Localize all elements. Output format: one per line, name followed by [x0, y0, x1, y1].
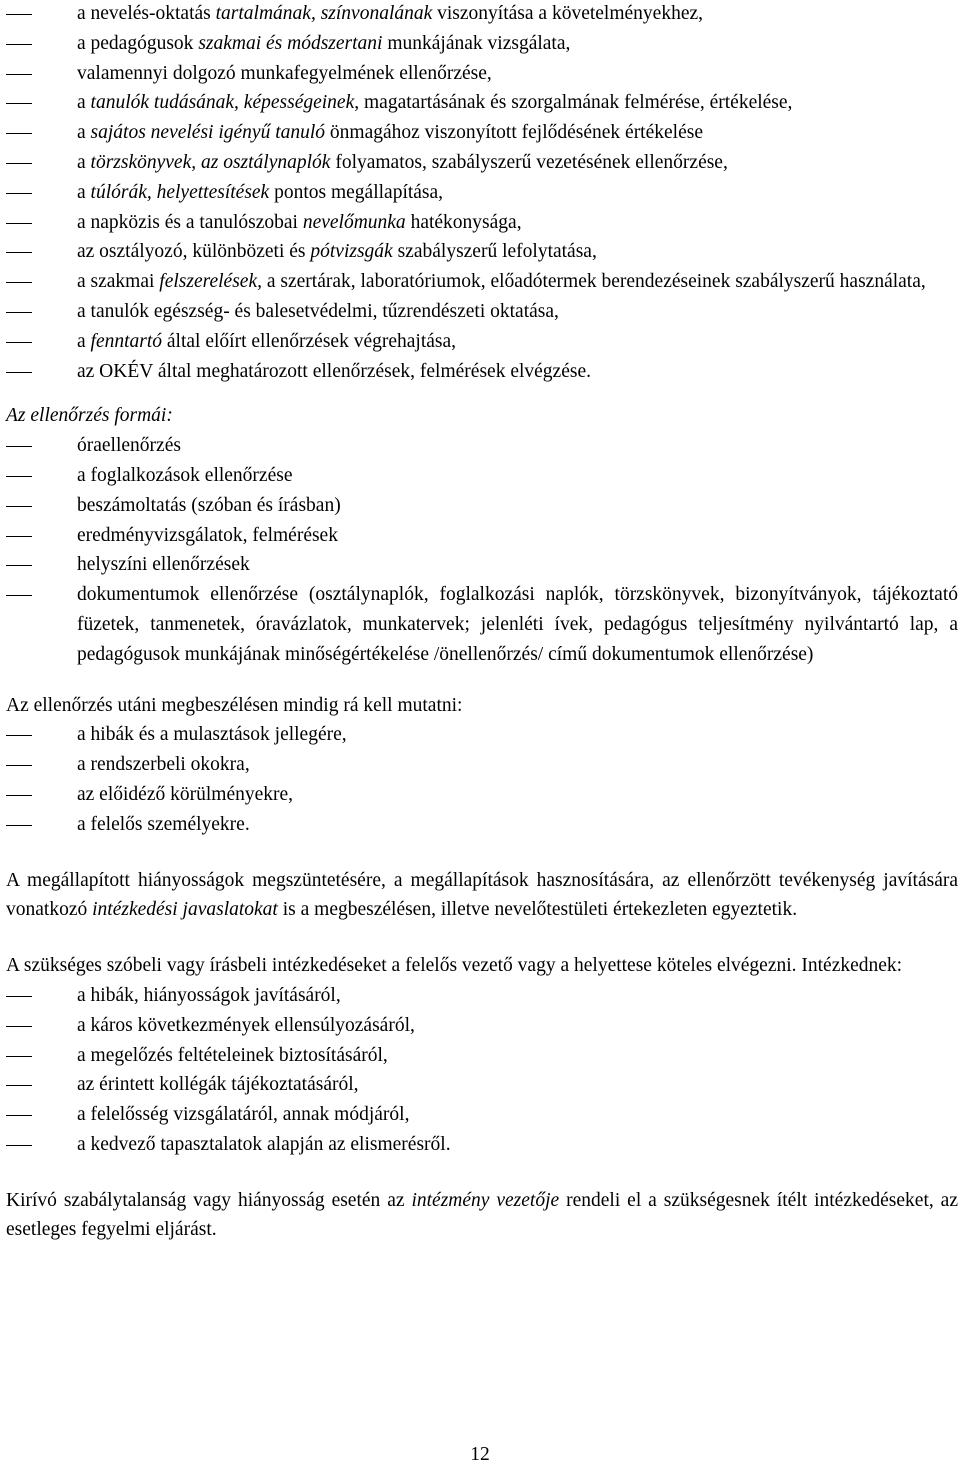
- dash-bullet-icon: [6, 312, 32, 313]
- list-item: a hibák, hiányosságok javításáról,: [0, 981, 960, 1011]
- dash-bullet-icon: [6, 74, 32, 75]
- dash-bullet-icon: [6, 342, 32, 343]
- list-item: az OKÉV által meghatározott ellenőrzések, felmérések elvégzése.: [0, 357, 960, 387]
- list-item: az osztályozó, különbözeti és pótvizsgák szabályszerű lefolytatása,: [0, 237, 960, 267]
- dash-bullet-icon: [6, 735, 32, 736]
- list-item: a nevelés-oktatás tartalmának, színvonalának viszonyítása a követelményekhez,: [0, 0, 960, 29]
- list-item: valamennyi dolgozó munkafegyelmének ellenőrzése,: [0, 59, 960, 89]
- list-item: a felelősség vizsgálatáról, annak módjáról,: [0, 1100, 960, 1130]
- list-item: az érintett kollégák tájékoztatásáról,: [0, 1070, 960, 1100]
- page-number: 12: [470, 1444, 490, 1465]
- list-item: a rendszerbeli okokra,: [0, 750, 960, 780]
- dash-bullet-icon: [6, 282, 32, 283]
- dash-bullet-icon: [6, 44, 32, 45]
- list-item: a megelőzés feltételeinek biztosításáról,: [0, 1041, 960, 1071]
- forms-heading: Az ellenőrzés formái:: [6, 405, 173, 427]
- list-item: a káros következmények ellensúlyozásáról,: [0, 1011, 960, 1041]
- list-item: a szakmai felszerelések, a szertárak, laboratóriumok, előadótermek berendezéseinek szabályszerű használata,: [0, 267, 960, 297]
- dash-bullet-icon: [6, 765, 32, 766]
- dash-bullet-icon: [6, 825, 32, 826]
- list-item: a hibák és a mulasztások jellegére,: [0, 720, 960, 750]
- dash-bullet-icon: [6, 565, 32, 566]
- dash-bullet-icon: [6, 1115, 32, 1116]
- list-item: a kedvező tapasztalatok alapján az elismerésről.: [0, 1130, 960, 1160]
- list-item: a felelős személyekre.: [0, 810, 960, 840]
- dash-bullet-icon: [6, 103, 32, 104]
- list-item: az előidéző körülményekre,: [0, 780, 960, 810]
- dash-bullet-icon: [6, 446, 32, 447]
- dash-bullet-icon: [6, 252, 32, 253]
- list-item: helyszíni ellenőrzések: [0, 550, 960, 580]
- dash-bullet-icon: [6, 506, 32, 507]
- list-item: a túlórák, helyettesítések pontos megállapítása,: [0, 178, 960, 208]
- actions-list: [0, 981, 960, 1160]
- list-item: a tanulók egészség- és balesetvédelmi, tűzrendészeti oktatása,: [0, 297, 960, 327]
- list-item: a napközis és a tanulószobai nevelőmunka hatékonysága,: [0, 208, 960, 238]
- dash-bullet-icon: [6, 193, 32, 194]
- list-item: a pedagógusok szakmai és módszertani munkájának vizsgálata,: [0, 29, 960, 59]
- dash-bullet-icon: [6, 1026, 32, 1027]
- list-item: a törzskönyvek, az osztálynaplók folyamatos, szabályszerű vezetésének ellenőrzése,: [0, 148, 960, 178]
- control-forms-list: [0, 431, 960, 669]
- measures-paragraph: A megállapított hiányosságok megszüntetésére, a megállapítások hasznosítására, az ellenőrzött tevékenység javítására vonatkozó intézkedési javaslatokat is a megbeszélésen, illetve nevelőtestületi értekezleten egyeztetik.: [6, 869, 958, 921]
- dash-bullet-icon: [6, 996, 32, 997]
- dash-bullet-icon: [6, 1056, 32, 1057]
- list-item: a sajátos nevelési igényű tanuló önmagához viszonyított fejlődésének értékelése: [0, 118, 960, 148]
- list-item: a tanulók tudásának, képességeinek, magatartásának és szorgalmának felmérése, értékelése,: [0, 88, 960, 118]
- list-item: beszámoltatás (szóban és írásban): [0, 491, 960, 521]
- control-areas-list: [0, 0, 960, 386]
- dash-bullet-icon: [6, 1085, 32, 1086]
- dash-bullet-icon: [6, 133, 32, 134]
- dash-bullet-icon: [6, 1145, 32, 1146]
- list-item: a fenntartó által előírt ellenőrzések végrehajtása,: [0, 327, 960, 357]
- discussion-points-list: [0, 720, 960, 839]
- dash-bullet-icon: [6, 163, 32, 164]
- list-item: óraellenőrzés: [0, 431, 960, 461]
- dash-bullet-icon: [6, 795, 32, 796]
- dash-bullet-icon: [6, 476, 32, 477]
- actions-paragraph: A szükséges szóbeli vagy írásbeli intézkedéseket a felelős vezető vagy a helyettese köteles elvégezni. Intézkednek:: [6, 955, 903, 977]
- dash-bullet-icon: [6, 372, 32, 373]
- dash-bullet-icon: [6, 14, 32, 15]
- list-item: dokumentumok ellenőrzése (osztálynaplók, foglalkozási naplók, törzskönyvek, bizonyítványok, tájékoztató füzetek, tanmenetek, óravázlatok, munkatervek; jelenléti ívek, pedagógus teljesítmény nyilvántartó lap, a pedagógusok munkájának minőségértékelése /önellenőrzés/ című dokumentumok ellenőrzése): [0, 580, 960, 669]
- dash-bullet-icon: [6, 223, 32, 224]
- dash-bullet-icon: [6, 536, 32, 537]
- list-item: a foglalkozások ellenőrzése: [0, 461, 960, 491]
- discussion-heading: Az ellenőrzés utáni megbeszélésen mindig rá kell mutatni:: [6, 694, 463, 716]
- list-item: eredményvizsgálatok, felmérések: [0, 521, 960, 551]
- dash-bullet-icon: [6, 595, 32, 596]
- serious-irregularity-paragraph: Kirívó szabálytalanság vagy hiányosság esetén az intézmény vezetője rendeli el a szükségesnek ítélt intézkedéseket, az esetleges fegyelmi eljárást.: [6, 1189, 958, 1241]
